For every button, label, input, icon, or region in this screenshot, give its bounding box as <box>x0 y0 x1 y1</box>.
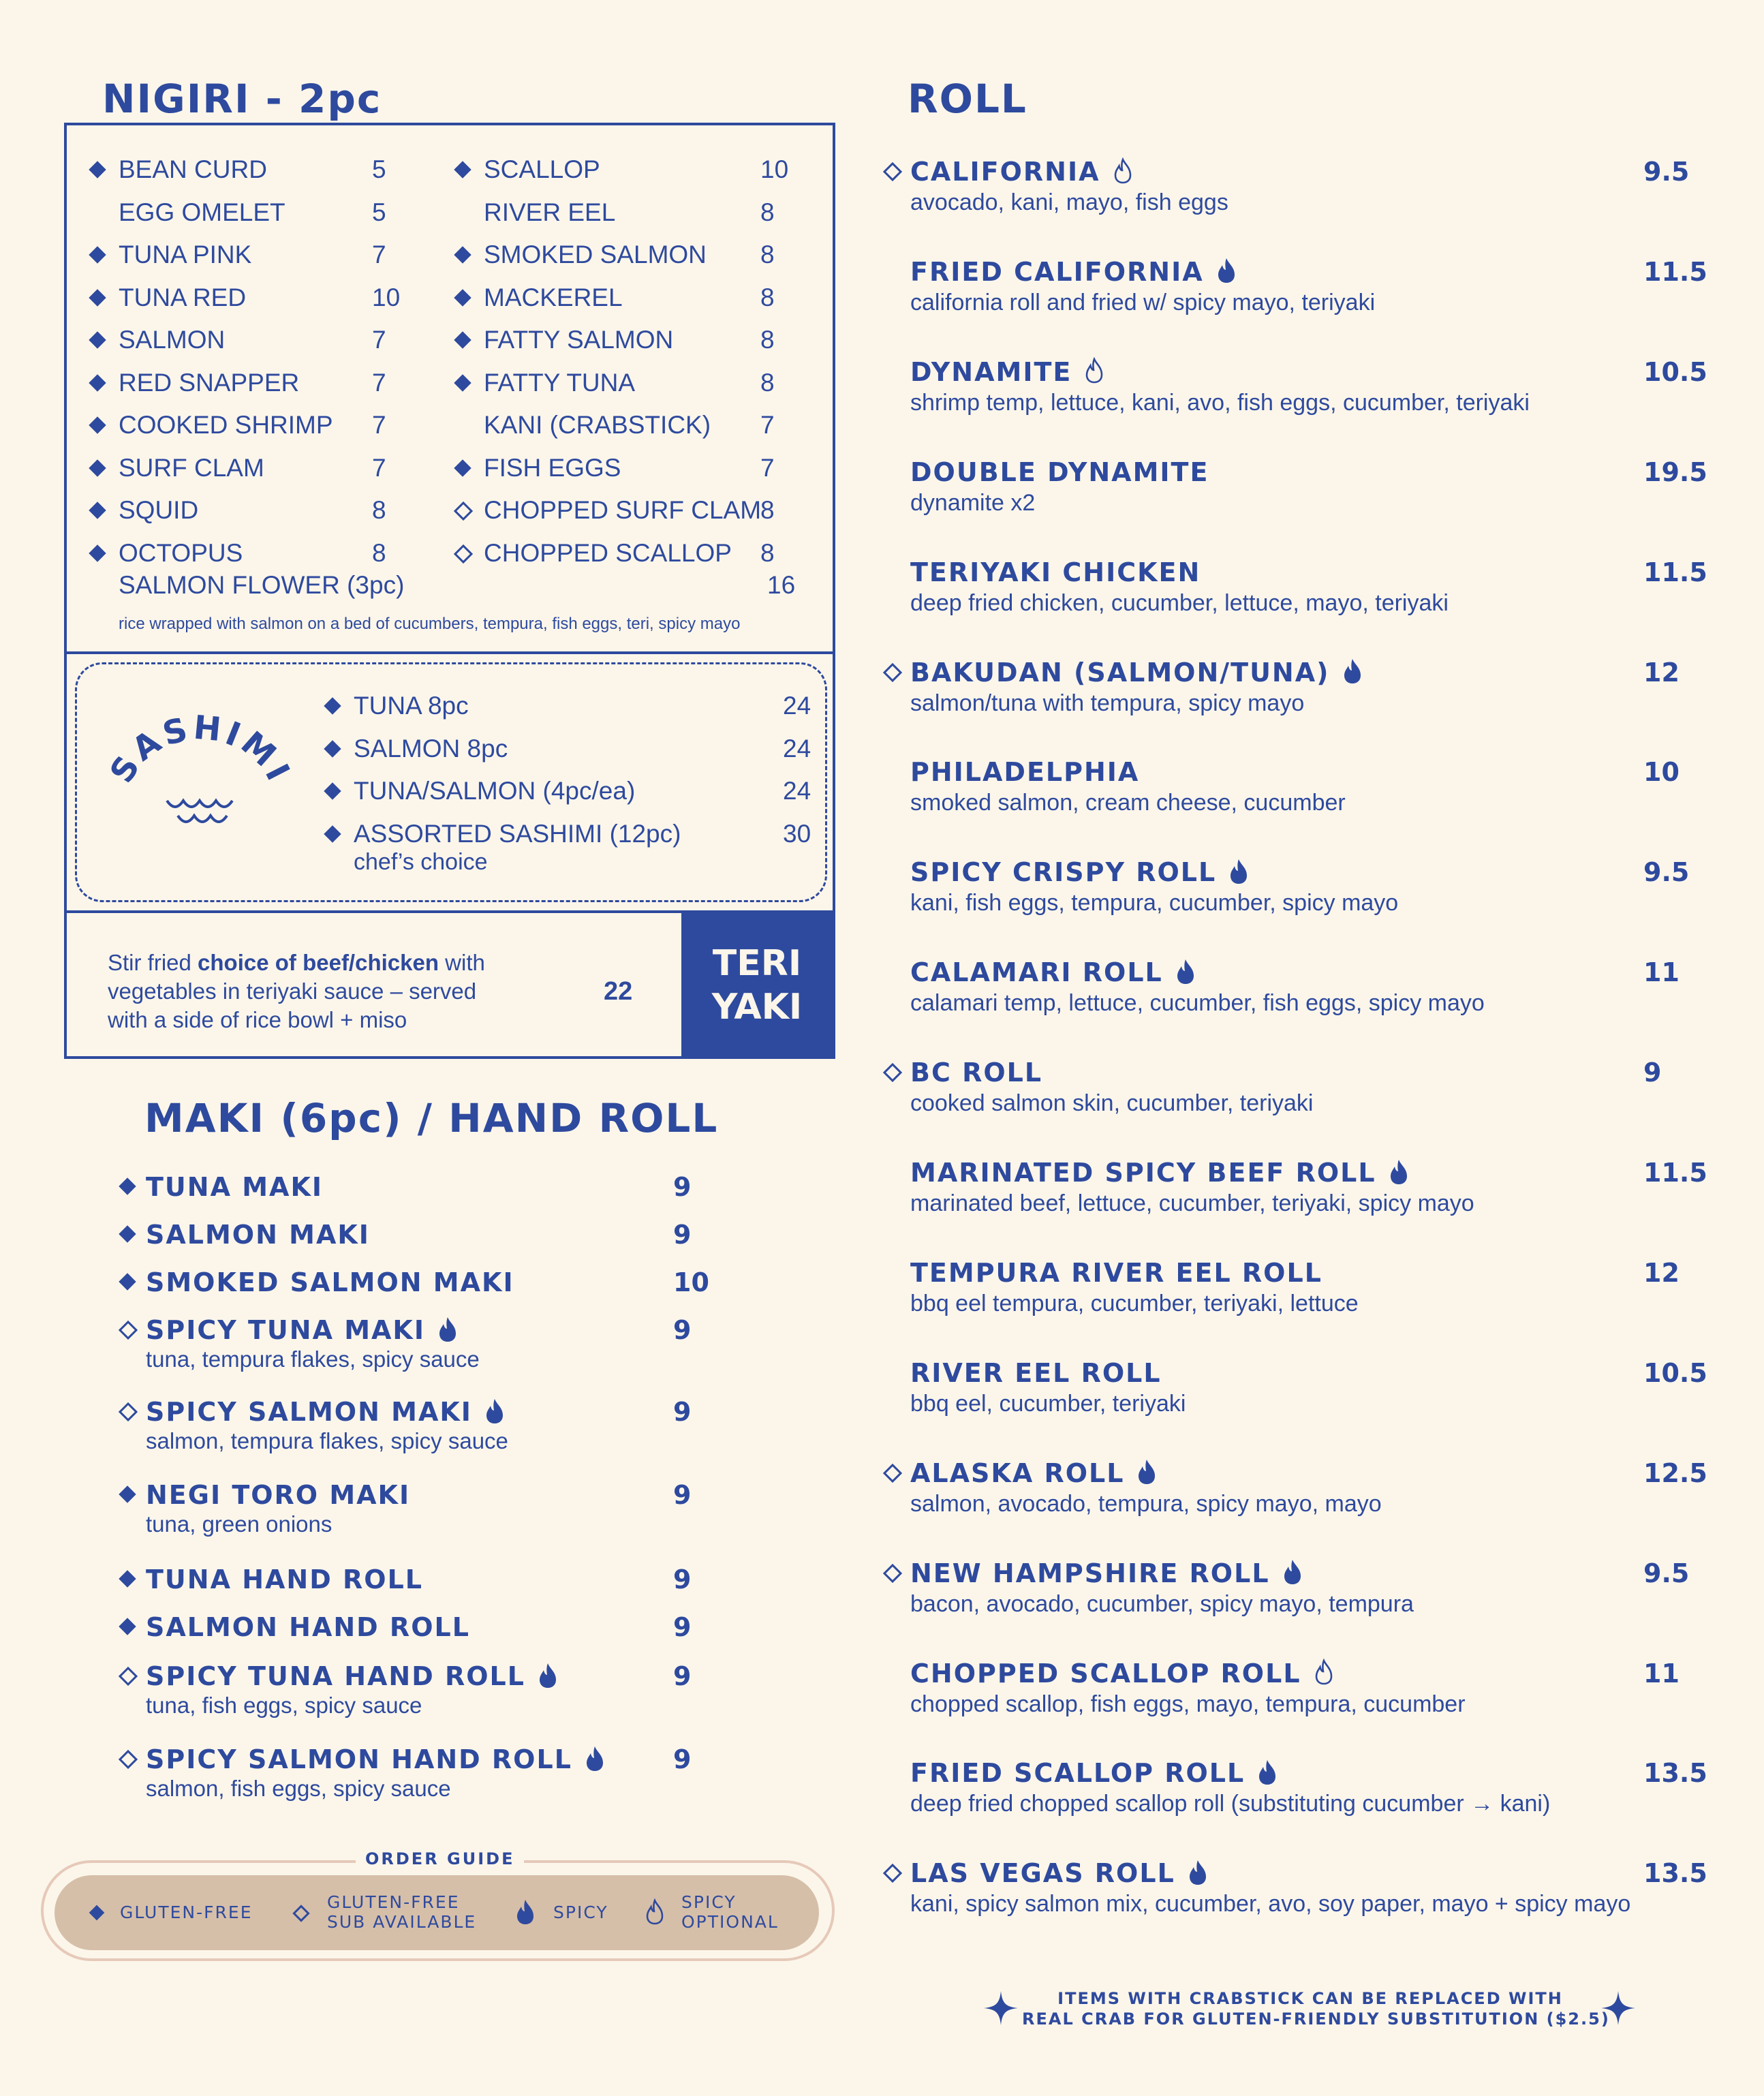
teriyaki-desc-line2: vegetables in teriyaki sauce – served <box>108 978 477 1004</box>
item-desc: salmon, avocado, tempura, spicy mayo, mayo <box>910 1490 1382 1517</box>
nigiri-item <box>457 489 811 531</box>
gluten-free-sub-icon <box>119 1402 138 1421</box>
gluten-free-icon <box>324 740 341 757</box>
order-guide-title: ORDER GUIDE <box>356 1849 524 1868</box>
item-name: TUNA PINK <box>119 241 252 268</box>
item-price: 9 <box>673 1397 692 1427</box>
legend-spicy-opt-line2: OPTIONAL <box>681 1912 779 1932</box>
item-name: SPICY SALMON MAKI <box>146 1393 505 1431</box>
item-price: 30 <box>783 819 811 848</box>
item-price: 8 <box>760 538 775 567</box>
salmon-flower-price: 16 <box>767 571 796 599</box>
sashimi-heading: SASHIMI <box>102 708 299 790</box>
teriyaki-heading-line1: TERI <box>712 943 802 984</box>
item-price: 9.5 <box>1643 857 1690 888</box>
item-name: DOUBLE DYNAMITE <box>910 457 1209 487</box>
order-guide-legend <box>55 1875 819 1950</box>
item-name: SALMON HAND ROLL <box>146 1612 470 1642</box>
gluten-free-sub-icon <box>883 1063 902 1082</box>
legend-gluten-free: GLUTEN-FREE <box>120 1902 253 1922</box>
item-desc: kani, fish eggs, tempura, cucumber, spicy mayo <box>910 890 1399 916</box>
nigiri-item <box>457 447 811 489</box>
spicy-icon <box>1389 1158 1409 1186</box>
gluten-free-icon <box>119 1225 136 1242</box>
gluten-free-icon <box>119 1177 136 1195</box>
gluten-free-sub-icon <box>883 1563 902 1582</box>
gluten-free-icon <box>119 1273 136 1290</box>
item-desc: tuna, green onions <box>146 1511 332 1537</box>
teriyaki-desc-post: with <box>439 950 485 975</box>
item-price: 8 <box>760 368 775 397</box>
spicy-optional-icon <box>645 1897 665 1927</box>
gluten-free-icon <box>89 544 106 561</box>
item-desc: deep fried chicken, cucumber, lettuce, mayo, teriyaki <box>910 589 1449 616</box>
gluten-free-icon <box>89 459 106 476</box>
nigiri-item <box>457 319 811 361</box>
item-name: OCTOPUS <box>119 538 243 567</box>
gluten-free-icon <box>119 1570 136 1587</box>
spicy-icon <box>585 1745 605 1772</box>
gluten-free-icon <box>89 246 106 263</box>
gluten-free-icon <box>89 502 106 519</box>
item-price: 12 <box>1643 657 1680 688</box>
gluten-free-sub-icon <box>883 1864 902 1883</box>
item-desc: salmon, fish eggs, spicy sauce <box>146 1776 451 1801</box>
nigiri-item <box>91 234 418 276</box>
spicy-icon <box>1136 1458 1157 1485</box>
item-price: 7 <box>372 368 386 397</box>
gluten-free-icon <box>89 416 106 433</box>
nigiri-item <box>91 191 418 234</box>
item-price: 7 <box>372 241 386 268</box>
item-name: NEW HAMPSHIRE ROLL <box>910 1554 1303 1592</box>
item-name: RIVER EEL <box>484 198 616 226</box>
item-desc: avocado, kani, mayo, fish eggs <box>910 189 1228 215</box>
item-name: CALAMARI ROLL <box>910 953 1196 991</box>
teriyaki-desc-bold: choice of beef/chicken <box>198 950 439 975</box>
item-name: TUNA/SALMON (4pc/ea) <box>354 777 636 805</box>
nigiri-item <box>91 489 418 531</box>
item-desc: shrimp temp, lettuce, kani, avo, fish eggs, cucumber, teriyaki <box>910 389 1530 416</box>
item-price: 9 <box>1643 1058 1662 1088</box>
item-price: 8 <box>760 283 775 311</box>
item-name: FRIED SCALLOP ROLL <box>910 1754 1278 1792</box>
item-desc: bbq eel, cucumber, teriyaki <box>910 1390 1186 1417</box>
gluten-free-icon <box>89 331 106 348</box>
item-name: TUNA 8pc <box>354 692 469 720</box>
gluten-free-sub-icon <box>119 1750 138 1769</box>
item-name: SMOKED SALMON <box>484 241 707 268</box>
teriyaki-description <box>108 949 485 1034</box>
item-price: 8 <box>372 538 386 567</box>
item-price: 8 <box>372 496 386 524</box>
item-name: SPICY TUNA MAKI <box>146 1311 458 1349</box>
item-name: COOKED SHRIMP <box>119 411 333 439</box>
item-desc: chef’s choice <box>354 848 488 875</box>
item-name: RIVER EEL ROLL <box>910 1357 1162 1388</box>
footnote-line1: ITEMS WITH CRABSTICK CAN BE REPLACED WITH <box>1057 1989 1563 2008</box>
spicy-icon <box>1188 1859 1208 1886</box>
gluten-free-sub-icon <box>454 502 473 521</box>
legend-spicy: SPICY <box>553 1902 608 1922</box>
gluten-free-sub-icon <box>292 1905 309 1922</box>
spicy-icon <box>484 1398 505 1425</box>
salmon-flower-name: SALMON FLOWER (3pc) <box>119 571 405 599</box>
item-name: SMOKED SALMON MAKI <box>146 1267 514 1297</box>
item-name: BEAN CURD <box>119 155 267 183</box>
item-name: SPICY TUNA HAND ROLL <box>146 1657 558 1695</box>
item-price: 24 <box>783 734 811 762</box>
gluten-free-sub-icon <box>119 1667 138 1686</box>
item-price: 7 <box>372 326 386 354</box>
gluten-free-icon <box>454 374 471 391</box>
item-price: 9 <box>673 1661 692 1691</box>
sashimi-item <box>326 813 817 875</box>
item-name: SALMON <box>119 326 226 354</box>
teriyaki-desc-line3: with a side of rice bowl + miso <box>108 1007 407 1032</box>
item-name: CHOPPED SCALLOP ROLL <box>910 1654 1334 1693</box>
item-price: 11 <box>1643 957 1680 988</box>
item-price: 8 <box>760 241 775 268</box>
gluten-free-icon <box>89 289 106 306</box>
item-price: 10.5 <box>1643 1357 1707 1388</box>
item-name: TEMPURA RIVER EEL ROLL <box>910 1257 1322 1288</box>
item-name: PHILADELPHIA <box>910 757 1140 788</box>
item-price: 7 <box>372 411 386 439</box>
item-name: SALMON 8pc <box>354 734 508 762</box>
gluten-free-icon <box>454 246 471 263</box>
item-name: BAKUDAN (SALMON/TUNA) <box>910 653 1363 692</box>
gluten-free-icon <box>119 1485 136 1502</box>
item-name: TUNA HAND ROLL <box>146 1565 423 1594</box>
roll-heading: ROLL <box>908 76 1027 122</box>
spicy-icon <box>1175 958 1196 985</box>
item-price: 10.5 <box>1643 356 1707 387</box>
spicy-icon <box>1257 1759 1278 1786</box>
legend-gf-sub-line2: SUB AVAILABLE <box>327 1912 477 1932</box>
nigiri-item <box>91 319 418 361</box>
item-desc: salmon/tuna with tempura, spicy mayo <box>910 690 1305 716</box>
gluten-free-sub-icon <box>883 1464 902 1483</box>
item-price: 9.5 <box>1643 157 1690 187</box>
item-price: 11.5 <box>1643 1158 1707 1188</box>
spicy-icon <box>538 1662 558 1689</box>
item-desc: marinated beef, lettuce, cucumber, teriyaki, spicy mayo <box>910 1190 1474 1216</box>
item-name: MACKEREL <box>484 283 623 311</box>
legend-gf-sub-line1: GLUTEN-FREE <box>327 1892 460 1912</box>
item-price: 9 <box>673 1220 692 1250</box>
item-name: SALMON MAKI <box>146 1220 370 1250</box>
nigiri-item <box>91 447 418 489</box>
item-price: 7 <box>760 453 775 482</box>
gluten-free-icon <box>89 374 106 391</box>
item-price: 19.5 <box>1643 457 1707 487</box>
item-price: 7 <box>760 411 775 439</box>
item-price: 24 <box>783 777 811 805</box>
sashimi-item <box>326 770 817 812</box>
item-name: SURF CLAM <box>119 453 264 482</box>
nigiri-item <box>457 404 811 446</box>
gluten-free-sub-icon <box>119 1321 138 1340</box>
spicy-icon <box>1342 658 1363 685</box>
gluten-free-icon <box>119 1618 136 1635</box>
item-price: 9 <box>673 1565 692 1594</box>
teriyaki-price: 22 <box>604 977 633 1006</box>
gluten-free-icon <box>454 331 471 348</box>
item-price: 8 <box>760 198 775 226</box>
sashimi-item <box>326 728 817 770</box>
nigiri-item <box>91 532 418 574</box>
item-name: NEGI TORO MAKI <box>146 1480 411 1510</box>
teriyaki-heading-line2: YAKI <box>711 987 803 1028</box>
item-price: 11.5 <box>1643 557 1707 587</box>
nigiri-divider <box>67 651 833 654</box>
item-price: 9 <box>673 1744 692 1774</box>
item-name: CHOPPED SCALLOP <box>484 538 732 567</box>
teriyaki-label-block <box>681 913 833 1059</box>
item-desc: tuna, tempura flakes, spicy sauce <box>146 1346 480 1372</box>
nigiri-item <box>91 362 418 404</box>
item-desc: chopped scallop, fish eggs, mayo, tempura, cucumber <box>910 1691 1466 1717</box>
wave-icon <box>178 816 227 822</box>
item-name: TERIYAKI CHICKEN <box>910 557 1201 587</box>
item-price: 10 <box>1643 757 1680 788</box>
nigiri-box <box>64 123 835 1059</box>
nigiri-item <box>457 277 811 319</box>
item-desc: salmon, tempura flakes, spicy sauce <box>146 1428 508 1453</box>
item-price: 13.5 <box>1643 1858 1707 1889</box>
item-price: 9.5 <box>1643 1558 1690 1588</box>
item-name: CHOPPED SURF CLAM <box>484 496 762 524</box>
gluten-free-icon <box>89 1905 105 1921</box>
item-name: KANI (CRABSTICK) <box>484 411 711 439</box>
nigiri-item <box>91 149 418 191</box>
item-desc: deep fried chopped scallop roll (substituting cucumber → kani) <box>910 1791 1551 1817</box>
legend-spicy-opt-line1: SPICY <box>681 1892 737 1912</box>
item-price: 9 <box>673 1480 692 1510</box>
nigiri-item <box>457 362 811 404</box>
item-desc: bbq eel tempura, cucumber, teriyaki, lettuce <box>910 1290 1359 1316</box>
item-price: 9 <box>673 1612 692 1642</box>
item-desc: cooked salmon skin, cucumber, teriyaki <box>910 1090 1314 1117</box>
nigiri-item <box>91 277 418 319</box>
item-price: 24 <box>783 692 811 720</box>
item-name: MARINATED SPICY BEEF ROLL <box>910 1154 1409 1192</box>
item-desc: tuna, fish eggs, spicy sauce <box>146 1693 422 1718</box>
crab-substitution-note <box>1022 1988 1610 2029</box>
gluten-free-sub-icon <box>454 544 473 563</box>
item-desc: dynamite x2 <box>910 489 1036 516</box>
item-name: TUNA MAKI <box>146 1172 324 1202</box>
footnote-line2: REAL CRAB FOR GLUTEN-FRIENDLY SUBSTITUTION ($2.5) <box>1022 2009 1610 2029</box>
svg-text:SASHIMI <box>103 709 299 790</box>
spicy-optional-icon <box>1113 157 1133 185</box>
item-name: RED SNAPPER <box>119 368 300 397</box>
gluten-free-icon <box>324 825 341 842</box>
sashimi-item <box>326 685 817 727</box>
item-price: 13.5 <box>1643 1758 1707 1789</box>
salmon-flower-desc: rice wrapped with salmon on a bed of cucumbers, tempura, fish eggs, teri, spicy mayo <box>119 615 741 633</box>
gluten-free-icon <box>324 782 341 799</box>
spicy-icon <box>1228 858 1249 885</box>
item-name: SCALLOP <box>484 155 600 183</box>
sparkle-icon <box>982 1990 1019 2026</box>
item-price: 10 <box>760 155 789 183</box>
gluten-free-icon <box>454 459 471 476</box>
item-price: 8 <box>760 496 775 524</box>
item-price: 11.5 <box>1643 256 1707 287</box>
gluten-free-sub-icon <box>883 662 902 681</box>
item-price: 11 <box>1643 1658 1680 1689</box>
spicy-icon <box>437 1316 458 1343</box>
item-price: 5 <box>372 155 386 183</box>
maki-heading: MAKI (6pc) / HAND ROLL <box>144 1095 719 1141</box>
spicy-icon <box>515 1897 536 1927</box>
wave-icon <box>167 801 232 807</box>
item-name: LAS VEGAS ROLL <box>910 1854 1208 1892</box>
item-desc: smoked salmon, cream cheese, cucumber <box>910 790 1346 816</box>
item-desc: kani, spicy salmon mix, cucumber, avo, soy paper, mayo + spicy mayo <box>910 1891 1631 1917</box>
item-price: 7 <box>372 453 386 482</box>
item-name: EGG OMELET <box>119 198 285 226</box>
item-name: DYNAMITE <box>910 353 1104 391</box>
item-desc: calamari temp, lettuce, cucumber, fish eggs, spicy mayo <box>910 990 1485 1017</box>
item-name: SPICY CRISPY ROLL <box>910 853 1249 891</box>
item-price: 5 <box>372 198 386 226</box>
nigiri-item <box>457 149 811 191</box>
spicy-optional-icon <box>1084 357 1104 384</box>
item-desc: bacon, avocado, cucumber, spicy mayo, tempura <box>910 1590 1414 1617</box>
item-price: 8 <box>760 326 775 354</box>
gluten-free-sub-icon <box>883 162 902 181</box>
spicy-optional-icon <box>1314 1659 1334 1686</box>
gluten-free-icon <box>324 697 341 714</box>
gluten-free-icon <box>89 161 106 178</box>
spicy-icon <box>1282 1558 1303 1586</box>
teriyaki-desc-pre: Stir fried <box>108 950 198 975</box>
item-name: ALASKA ROLL <box>910 1454 1157 1492</box>
item-name: FATTY TUNA <box>484 368 636 397</box>
item-name: TUNA RED <box>119 283 247 311</box>
item-name: FATTY SALMON <box>484 326 674 354</box>
sashimi-logo <box>102 705 299 855</box>
item-price: 10 <box>673 1267 709 1297</box>
item-price: 9 <box>673 1315 692 1345</box>
item-name: SPICY SALMON HAND ROLL <box>146 1740 605 1778</box>
item-name: BC ROLL <box>910 1058 1043 1088</box>
item-name: SQUID <box>119 496 199 524</box>
spicy-icon <box>1216 257 1237 284</box>
gluten-free-icon <box>454 289 471 306</box>
nigiri-item <box>457 234 811 276</box>
sashimi-box <box>75 662 827 902</box>
gluten-free-icon <box>454 161 471 178</box>
item-name: FRIED CALIFORNIA <box>910 253 1237 291</box>
item-name: FISH EGGS <box>484 453 621 482</box>
item-desc: california roll and fried w/ spicy mayo, teriyaki <box>910 289 1376 315</box>
item-name: ASSORTED SASHIMI (12pc) <box>354 819 681 848</box>
nigiri-heading: NIGIRI - 2pc <box>102 76 382 122</box>
item-price: 10 <box>372 283 401 311</box>
item-price: 9 <box>673 1172 692 1202</box>
item-price: 12.5 <box>1643 1458 1707 1488</box>
nigiri-item <box>457 191 811 234</box>
nigiri-item <box>91 404 418 446</box>
nigiri-item <box>457 532 811 574</box>
item-price: 12 <box>1643 1257 1680 1288</box>
item-name: CALIFORNIA <box>910 153 1133 191</box>
